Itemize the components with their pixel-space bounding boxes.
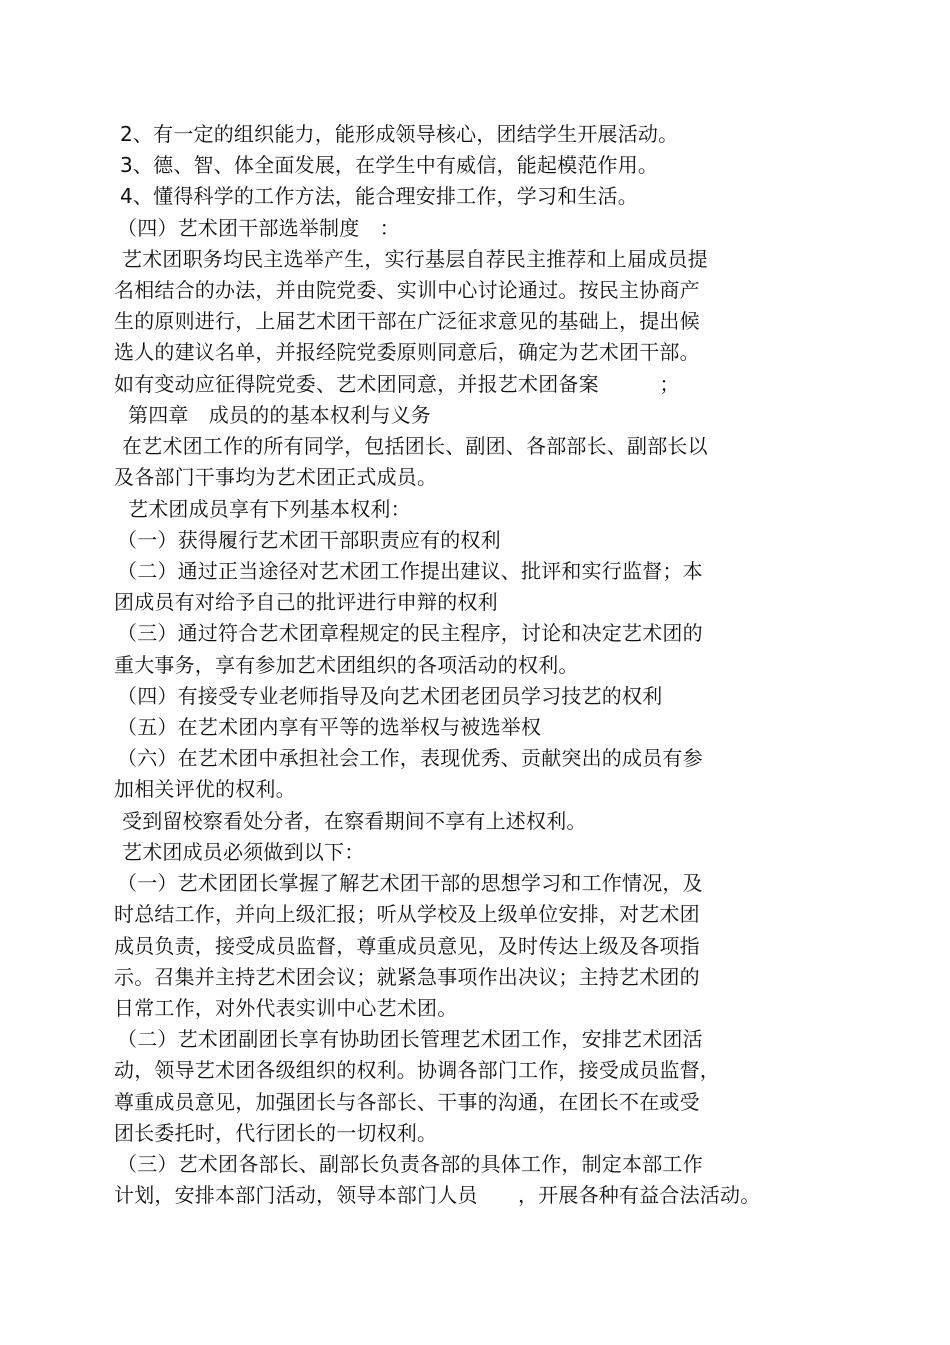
text-line: （一）获得履行艺术团干部职责应有的权利 [117,528,501,552]
text-line: 时总结工作，并向上级汇报；听从学校及上级单位安排，对艺术团 [114,902,700,926]
text-line: 名相结合的办法，并由院党委、实训中心讨论通过。按民主协商产 [114,278,700,302]
text-line: 计划，安排本部门活动，领导本部门人员 ，开展各种有益合法活动。 [114,1183,761,1207]
text-line: 日常工作，对外代表实训中心艺术团。 [114,996,458,1020]
text-line: （一）艺术团团长掌握了解艺术团干部的思想学习和工作情况，及 [117,871,703,895]
text-line: 艺术团职务均民主选举产生，实行基层自荐民主推荐和上届成员提 [122,247,708,271]
text-line: （三）艺术团各部长、副部长负责各部的具体工作，制定本部工作 [117,1152,703,1176]
text-line: （六）在艺术团中承担社会工作，表现优秀、贡献突出的成员有参 [117,746,703,770]
text-line: 团长委托时，代行团长的一切权利。 [114,1121,438,1145]
text-line: （四）有接受专业老师指导及向艺术团老团员学习技艺的权利 [117,684,663,708]
text-line: 生的原则进行，上届艺术团干部在广泛征求意见的基础上，提出候 [114,309,700,333]
text-line: 受到留校察看处分者，在察看期间不享有上述权利。 [122,809,587,833]
text-line: 艺术团成员享有下列基本权利： [128,497,411,521]
text-line: 动，领导艺术团各级组织的权利。协调各部门工作，接受成员监督， [114,1058,720,1082]
text-line: （四）艺术团干部选举制度 ： [117,216,400,240]
text-line: 选人的建议名单，并报经院党委原则同意后，确定为艺术团干部。 [114,340,700,364]
text-line: 示。召集并主持艺术团会议；就紧急事项作出决议；主持艺术团的 [114,965,700,989]
text-line: 团成员有对给予自己的批评进行申辩的权利 [114,590,498,614]
text-line: 如有变动应征得院党委、艺术团同意，并报艺术团备案 ； [114,372,680,396]
text-line: 加相关评优的权利。 [114,777,296,801]
text-line: 3、德、智、体全面发展，在学生中有威信，能起模范作用。 [120,153,659,177]
text-line: 尊重成员意见，加强团长与各部长、干事的沟通，在团长不在或受 [114,1090,700,1114]
text-line: 2、有一定的组织能力，能形成领导核心，团结学生开展活动。 [120,122,679,146]
text-line: （二）通过正当途径对艺术团工作提出建议、批评和实行监督；本 [117,559,703,583]
text-line: 重大事务，享有参加艺术团组织的各项活动的权利。 [114,653,579,677]
chapter-heading: 第四章 成员的的基本权利与义务 [128,403,431,427]
text-line: （五）在艺术团内享有平等的选举权与被选举权 [117,715,542,739]
text-line: （三）通过符合艺术团章程规定的民主程序，讨论和决定艺术团的 [117,621,703,645]
text-line: 及各部门干事均为艺术团正式成员。 [114,465,438,489]
text-line: 成员负责，接受成员监督，尊重成员意见，及时传达上级及各项指 [114,934,700,958]
text-line: 在艺术团工作的所有同学，包括团长、副团、各部部长、副部长以 [122,434,708,458]
text-line: 4、懂得科学的工作方法，能合理安排工作，学习和生活。 [120,184,638,208]
text-line: （二）艺术团副团长享有协助团长管理艺术团工作，安排艺术团活 [117,1027,703,1051]
text-line: 艺术团成员必须做到以下： [122,840,365,864]
